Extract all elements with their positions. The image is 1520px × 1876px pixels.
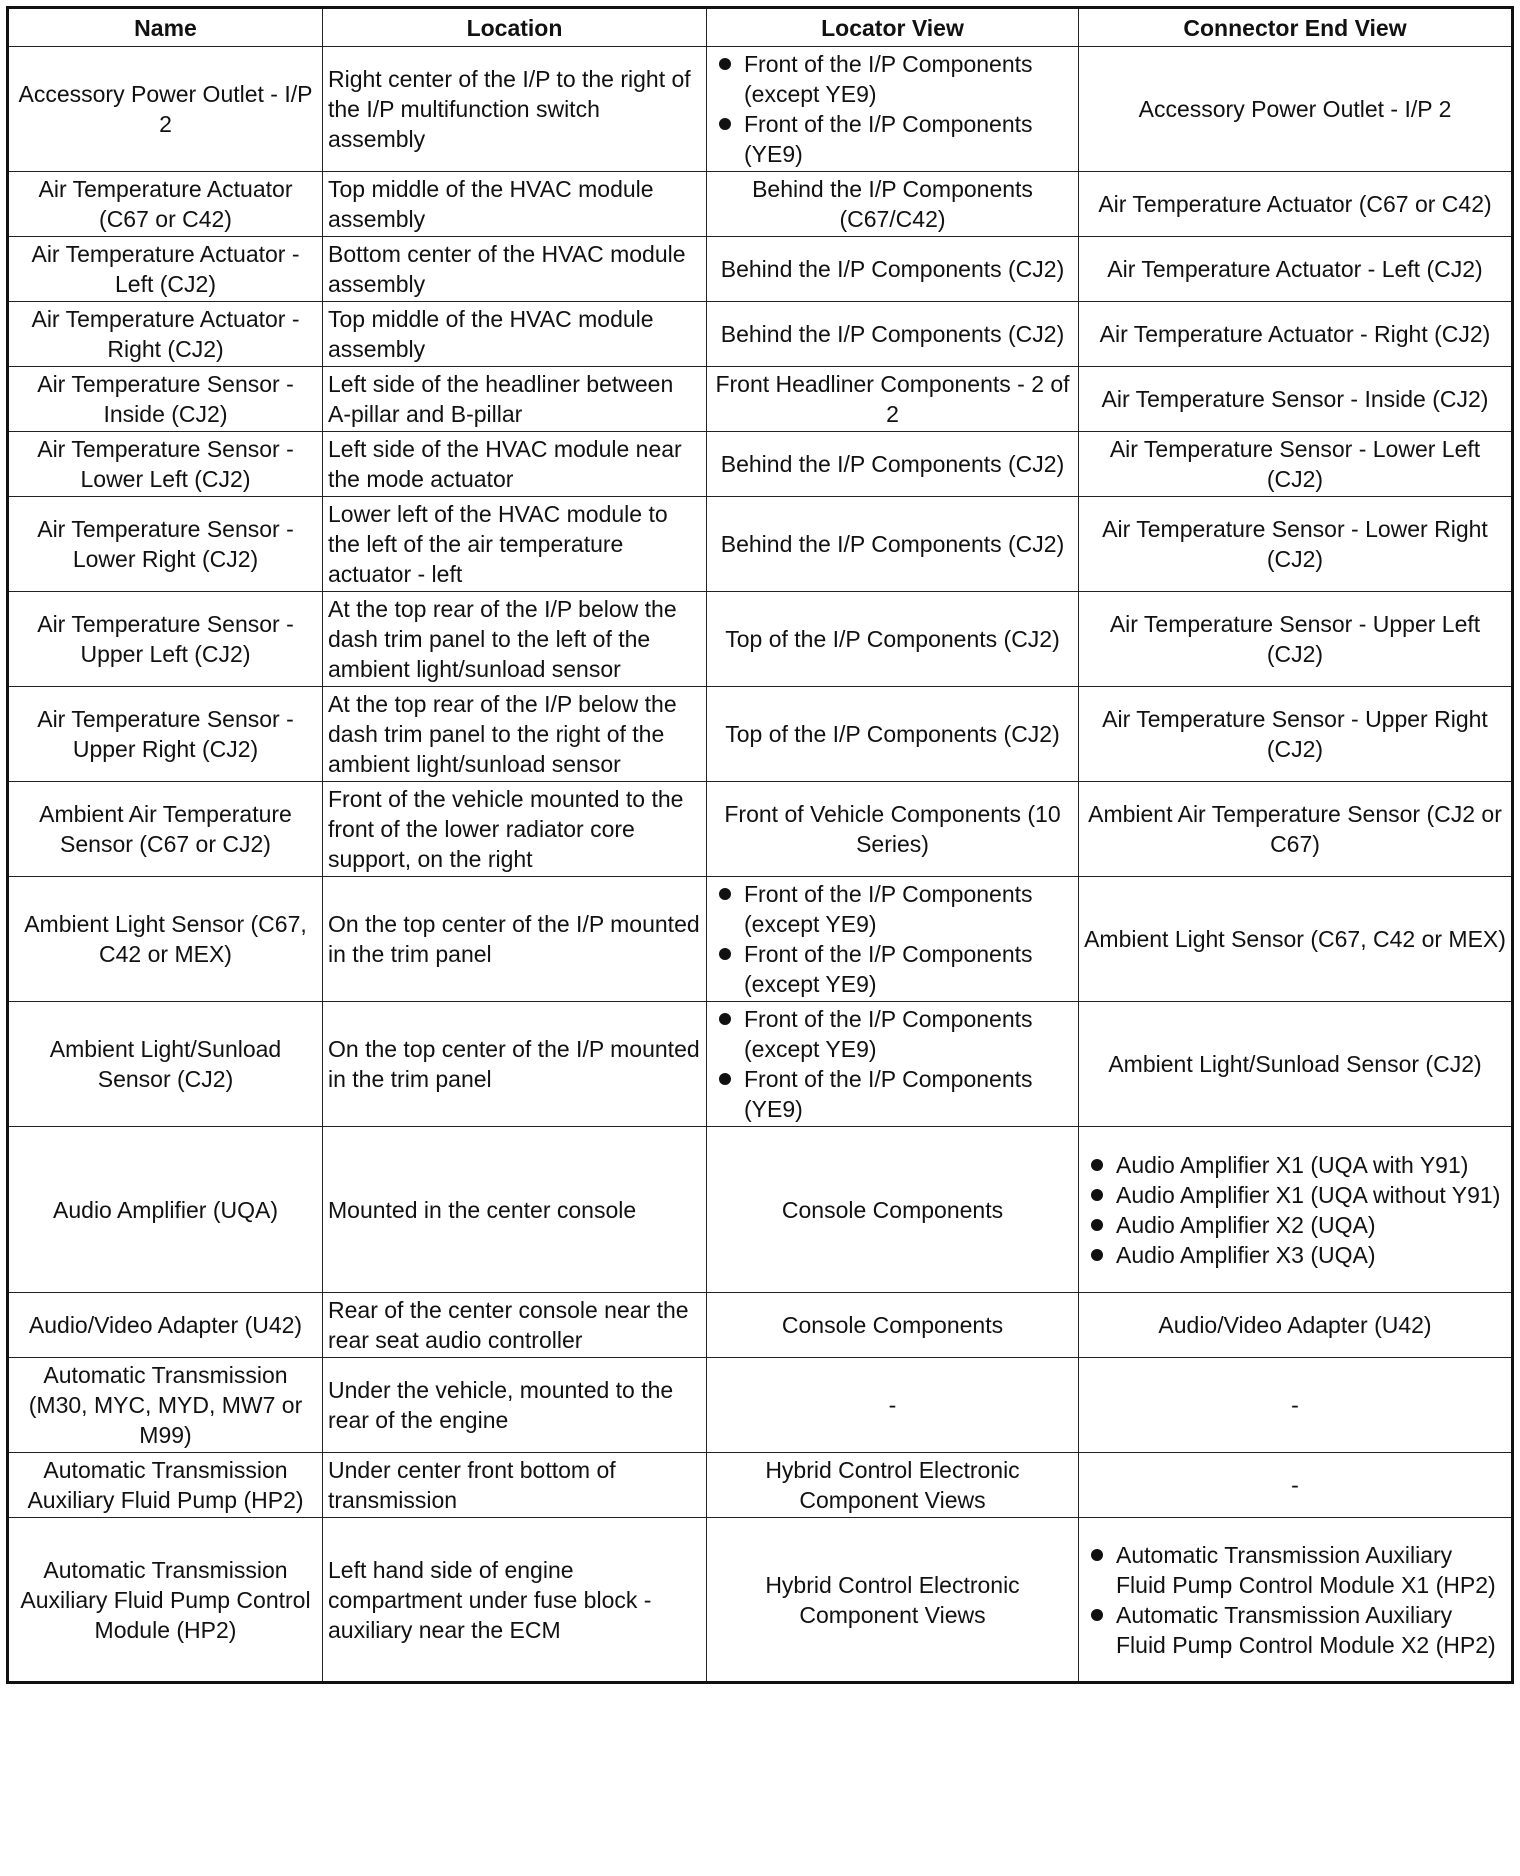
cell-locator-view: Hybrid Control Electronic Component Views bbox=[707, 1453, 1079, 1518]
list-item: Front of the I/P Components (except YE9) bbox=[712, 939, 1073, 999]
cell-name: Air Temperature Sensor - Upper Left (CJ2) bbox=[8, 592, 323, 687]
cell-locator-view: Behind the I/P Components (CJ2) bbox=[707, 237, 1079, 302]
cell-location: Left side of the headliner between A-pillar and B-pillar bbox=[323, 367, 707, 432]
list-item: Audio Amplifier X2 (UQA) bbox=[1084, 1210, 1506, 1240]
cell-locator-view: Behind the I/P Components (CJ2) bbox=[707, 497, 1079, 592]
cell-connector-end-view: Air Temperature Sensor - Upper Right (CJ2) bbox=[1079, 687, 1513, 782]
cell-name: Automatic Transmission Auxiliary Fluid Pump Control Module (HP2) bbox=[8, 1518, 323, 1683]
cell-locator-view: - bbox=[707, 1358, 1079, 1453]
cell-connector-end-view: Air Temperature Sensor - Upper Left (CJ2) bbox=[1079, 592, 1513, 687]
list-item: Audio Amplifier X1 (UQA with Y91) bbox=[1084, 1150, 1506, 1180]
cell-locator-view bbox=[707, 877, 1079, 1002]
list-item: Audio Amplifier X3 (UQA) bbox=[1084, 1240, 1506, 1270]
table-row bbox=[8, 1453, 1513, 1518]
list-item: Front of the I/P Components (YE9) bbox=[712, 1064, 1073, 1124]
table-row bbox=[8, 1002, 1513, 1127]
list-item: Automatic Transmission Auxiliary Fluid Pump Control Module X2 (HP2) bbox=[1084, 1600, 1506, 1660]
table-body bbox=[8, 47, 1513, 1683]
table-row bbox=[8, 497, 1513, 592]
cell-connector-end-view: Air Temperature Sensor - Lower Right (CJ2) bbox=[1079, 497, 1513, 592]
component-locator-sheet bbox=[6, 6, 1511, 1684]
cell-location: Left hand side of engine compartment under fuse block - auxiliary near the ECM bbox=[323, 1518, 707, 1683]
list-item: Front of the I/P Components (except YE9) bbox=[712, 1004, 1073, 1064]
cell-location: Top middle of the HVAC module assembly bbox=[323, 302, 707, 367]
cell-name: Automatic Transmission (M30, MYC, MYD, MW7 or M99) bbox=[8, 1358, 323, 1453]
table-row bbox=[8, 237, 1513, 302]
bullet-list bbox=[712, 879, 1073, 999]
list-item: Front of the I/P Components (except YE9) bbox=[712, 879, 1073, 939]
cell-locator-view: Top of the I/P Components (CJ2) bbox=[707, 687, 1079, 782]
component-locator-table bbox=[6, 6, 1514, 1684]
cell-name: Ambient Air Temperature Sensor (C67 or CJ2) bbox=[8, 782, 323, 877]
cell-connector-end-view: - bbox=[1079, 1453, 1513, 1518]
list-item: Front of the I/P Components (except YE9) bbox=[712, 49, 1073, 109]
cell-locator-view bbox=[707, 1002, 1079, 1127]
cell-location: Bottom center of the HVAC module assembly bbox=[323, 237, 707, 302]
cell-name: Air Temperature Actuator - Right (CJ2) bbox=[8, 302, 323, 367]
header-location: Location bbox=[323, 8, 707, 47]
cell-connector-end-view: Ambient Light Sensor (C67, C42 or MEX) bbox=[1079, 877, 1513, 1002]
table-row bbox=[8, 1518, 1513, 1683]
cell-name: Accessory Power Outlet - I/P 2 bbox=[8, 47, 323, 172]
table-row bbox=[8, 367, 1513, 432]
cell-locator-view: Hybrid Control Electronic Component Views bbox=[707, 1518, 1079, 1683]
cell-location: On the top center of the I/P mounted in the trim panel bbox=[323, 1002, 707, 1127]
cell-name: Audio/Video Adapter (U42) bbox=[8, 1293, 323, 1358]
cell-connector-end-view: - bbox=[1079, 1358, 1513, 1453]
cell-location: At the top rear of the I/P below the dash trim panel to the left of the ambient light/sunload sensor bbox=[323, 592, 707, 687]
cell-name: Air Temperature Sensor - Lower Right (CJ2) bbox=[8, 497, 323, 592]
cell-connector-end-view: Air Temperature Actuator (C67 or C42) bbox=[1079, 172, 1513, 237]
cell-connector-end-view bbox=[1079, 1518, 1513, 1683]
cell-connector-end-view bbox=[1079, 1127, 1513, 1293]
table-row bbox=[8, 302, 1513, 367]
table-row bbox=[8, 1293, 1513, 1358]
table-row bbox=[8, 877, 1513, 1002]
cell-locator-view: Front Headliner Components - 2 of 2 bbox=[707, 367, 1079, 432]
table-row bbox=[8, 47, 1513, 172]
cell-name: Automatic Transmission Auxiliary Fluid Pump (HP2) bbox=[8, 1453, 323, 1518]
cell-location: Left side of the HVAC module near the mode actuator bbox=[323, 432, 707, 497]
bullet-list bbox=[1084, 1540, 1506, 1660]
cell-locator-view: Top of the I/P Components (CJ2) bbox=[707, 592, 1079, 687]
list-item: Front of the I/P Components (YE9) bbox=[712, 109, 1073, 169]
cell-locator-view: Behind the I/P Components (CJ2) bbox=[707, 302, 1079, 367]
cell-locator-view: Console Components bbox=[707, 1127, 1079, 1293]
cell-location: Lower left of the HVAC module to the left of the air temperature actuator - left bbox=[323, 497, 707, 592]
cell-locator-view: Behind the I/P Components (C67/C42) bbox=[707, 172, 1079, 237]
cell-locator-view bbox=[707, 47, 1079, 172]
cell-connector-end-view: Ambient Light/Sunload Sensor (CJ2) bbox=[1079, 1002, 1513, 1127]
cell-connector-end-view: Air Temperature Actuator - Left (CJ2) bbox=[1079, 237, 1513, 302]
cell-location: On the top center of the I/P mounted in the trim panel bbox=[323, 877, 707, 1002]
bullet-list bbox=[1084, 1150, 1506, 1270]
cell-location: Mounted in the center console bbox=[323, 1127, 707, 1293]
cell-connector-end-view: Accessory Power Outlet - I/P 2 bbox=[1079, 47, 1513, 172]
table-row bbox=[8, 172, 1513, 237]
cell-connector-end-view: Audio/Video Adapter (U42) bbox=[1079, 1293, 1513, 1358]
cell-name: Air Temperature Sensor - Inside (CJ2) bbox=[8, 367, 323, 432]
list-item: Audio Amplifier X1 (UQA without Y91) bbox=[1084, 1180, 1506, 1210]
cell-locator-view: Front of Vehicle Components (10 Series) bbox=[707, 782, 1079, 877]
cell-location: Right center of the I/P to the right of the I/P multifunction switch assembly bbox=[323, 47, 707, 172]
cell-location: Top middle of the HVAC module assembly bbox=[323, 172, 707, 237]
cell-name: Air Temperature Actuator - Left (CJ2) bbox=[8, 237, 323, 302]
table-row bbox=[8, 432, 1513, 497]
header-locator-view: Locator View bbox=[707, 8, 1079, 47]
cell-location: Front of the vehicle mounted to the front of the lower radiator core support, on the right bbox=[323, 782, 707, 877]
cell-location: Under center front bottom of transmission bbox=[323, 1453, 707, 1518]
header-connector-end-view: Connector End View bbox=[1079, 8, 1513, 47]
bullet-list bbox=[712, 49, 1073, 169]
table-row bbox=[8, 1127, 1513, 1293]
table-row bbox=[8, 782, 1513, 877]
cell-locator-view: Console Components bbox=[707, 1293, 1079, 1358]
cell-name: Air Temperature Actuator (C67 or C42) bbox=[8, 172, 323, 237]
cell-location: Under the vehicle, mounted to the rear of the engine bbox=[323, 1358, 707, 1453]
table-row bbox=[8, 687, 1513, 782]
cell-location: Rear of the center console near the rear seat audio controller bbox=[323, 1293, 707, 1358]
list-item: Automatic Transmission Auxiliary Fluid Pump Control Module X1 (HP2) bbox=[1084, 1540, 1506, 1600]
cell-connector-end-view: Ambient Air Temperature Sensor (CJ2 or C67) bbox=[1079, 782, 1513, 877]
cell-connector-end-view: Air Temperature Actuator - Right (CJ2) bbox=[1079, 302, 1513, 367]
cell-connector-end-view: Air Temperature Sensor - Inside (CJ2) bbox=[1079, 367, 1513, 432]
cell-name: Ambient Light Sensor (C67, C42 or MEX) bbox=[8, 877, 323, 1002]
table-row bbox=[8, 1358, 1513, 1453]
cell-name: Air Temperature Sensor - Lower Left (CJ2) bbox=[8, 432, 323, 497]
header-name: Name bbox=[8, 8, 323, 47]
cell-name: Ambient Light/Sunload Sensor (CJ2) bbox=[8, 1002, 323, 1127]
cell-location: At the top rear of the I/P below the dash trim panel to the right of the ambient light/sunload sensor bbox=[323, 687, 707, 782]
table-header-row bbox=[8, 8, 1513, 47]
cell-locator-view: Behind the I/P Components (CJ2) bbox=[707, 432, 1079, 497]
cell-name: Air Temperature Sensor - Upper Right (CJ2) bbox=[8, 687, 323, 782]
bullet-list bbox=[712, 1004, 1073, 1124]
cell-name: Audio Amplifier (UQA) bbox=[8, 1127, 323, 1293]
table-row bbox=[8, 592, 1513, 687]
cell-connector-end-view: Air Temperature Sensor - Lower Left (CJ2) bbox=[1079, 432, 1513, 497]
